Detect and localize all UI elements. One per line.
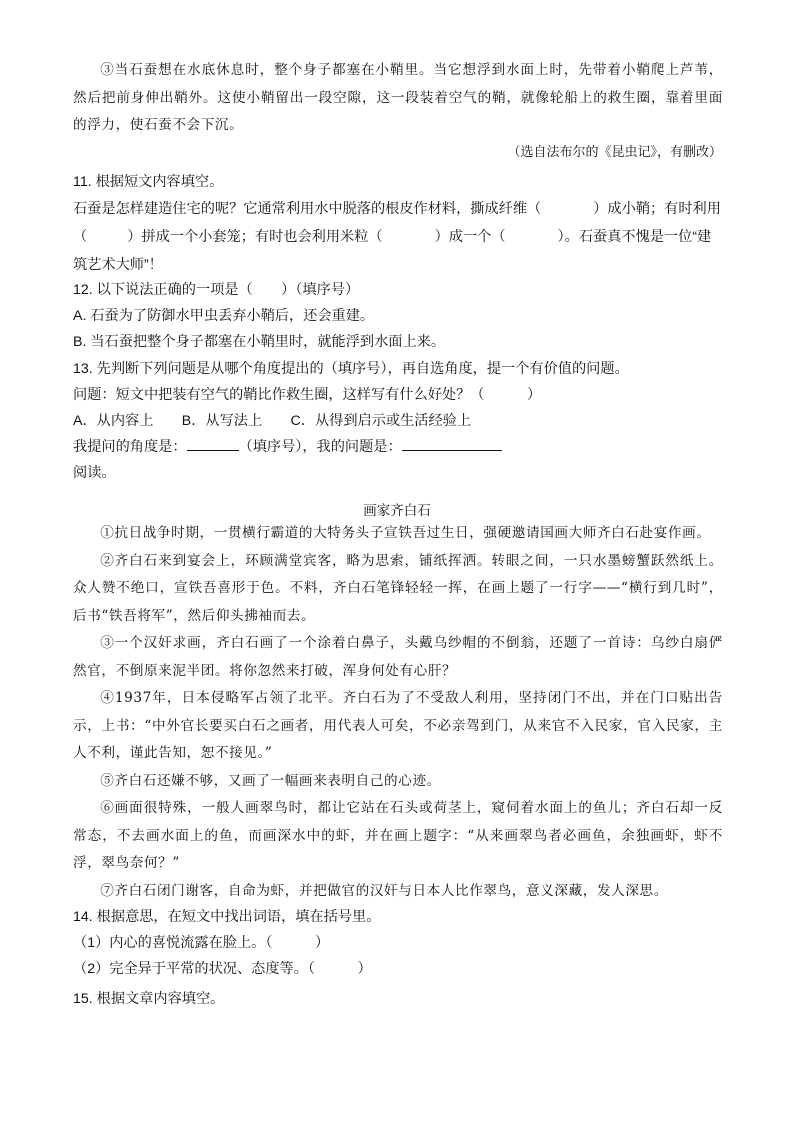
- question-11-heading: 11. 根据短文内容填空。: [73, 174, 224, 190]
- passage2-paragraph-7: ⑦齐白石闭门谢客，自命为虾，并把做官的汉奸与日本人比作翠鸟，意义深藏，发人深思。: [100, 882, 668, 899]
- question-13: [73, 356, 723, 486]
- question-13-heading: 13. 先判断下列问题是从哪个角度提出的（填序号），再自选角度，提一个有价值的问题。: [73, 361, 629, 377]
- question-15: [73, 986, 723, 1012]
- question-12-option-b: B. 当石蚕把整个身子都塞在小鞘里时，就能浮到水面上来。: [73, 334, 446, 350]
- question-13-answer-line: 我提问的角度是： （填序号），我的问题是：: [73, 434, 723, 460]
- question-14: [73, 904, 723, 982]
- question-12-heading: 12. 以下说法正确的一项是（ ）（填序号）: [73, 282, 360, 298]
- question-11: [73, 169, 723, 279]
- question-12-option-a: A. 石蚕为了防御水甲虫丢弃小鞘后，还会重建。: [73, 308, 375, 324]
- question-15-heading: 15. 根据文章内容填空。: [73, 991, 225, 1007]
- passage1: [73, 57, 723, 140]
- reading-label: 阅读。: [73, 465, 116, 481]
- passage2: [73, 520, 723, 905]
- passage2-title: 画家齐白石: [363, 503, 431, 519]
- question-13-question: 问题：短文中把装有空气的鞘比作救生圈，这样写有什么好处？（ ）: [73, 387, 542, 403]
- question-13-options: A．从内容上 B．从写法上 C．从得到启示或生活经验上: [73, 413, 472, 429]
- question-11-text: 石蚕是怎样建造住宅的呢？它通常利用水中脱落的根皮作材料，撕成纤维（ ）成小鞘；有时利用（ ）拼成一个小套笼；有时也会利用米粒（ ）成一个（ ）。石蚕真不愧是一位“建筑艺术大师”！: [73, 201, 721, 273]
- passage1-paragraph-3: ③当石蚕想在水底休息时，整个身子都塞在小鞘里。当它想浮到水面上时，先带着小鞘爬上芦苇，然后把前身伸出鞘外。这使小鞘留出一段空隙，这一段装着空气的鞘，就像轮船上的救生圈，靠着里面的浮力，使石蚕不会下沉。: [73, 62, 723, 133]
- passage2-paragraph-1: ①抗日战争时期，一贯横行霸道的大特务头子宣铁吾过生日，强硬邀请国画大师齐白石赴宴作画。: [100, 525, 711, 541]
- question-12: [73, 277, 723, 355]
- question-answer-blank[interactable]: [402, 436, 502, 451]
- passage2-paragraph-5: ⑤齐白石还嫌不够，又画了一幅画来表明自己的心迹。: [100, 772, 441, 789]
- angle-answer-blank[interactable]: [187, 436, 239, 451]
- passage2-paragraph-2: ②齐白石来到宴会上，环顾满堂宾客，略为思索，铺纸挥洒。转眼之间，一只水墨螃蟹跃然纸上。众人赞不绝口，宣铁吾喜形于色。不料，齐白石笔锋轻轻一挥，在画上题了一行字——“横行到几时”，后书“铁吾将军”，然后仰头拂袖而去。: [73, 552, 723, 624]
- passage2-paragraph-4: ④1937年，日本侵略军占领了北平。齐白石为了不受敌人利用，坚持闭门不出，并在门口贴出告示，上书：“中外官长要买白石之画者，用代表人可矣，不必亲驾到门，从来官不入民家，官入民家，主人不利，谨此告知，恕不接见。”: [73, 690, 723, 761]
- question-14-heading: 14. 根据意思，在短文中找出词语，填在括号里。: [73, 909, 381, 925]
- question-14-item-2: （2）完全异于平常的状况、态度等。（ ）: [73, 961, 372, 977]
- passage2-paragraph-6: ⑥画面很特殊，一般人画翠鸟时，都让它站在石头或荷茎上，窥伺着水面上的鱼儿；齐白石却一反常态，不去画水面上的鱼，而画深水中的虾，并在画上题字：“从来画翠鸟者必画鱼，余独画虾，虾不浮，翠鸟奈何？”: [73, 800, 723, 871]
- passage2-paragraph-3: ③一个汉奸求画，齐白石画了一个涂着白鼻子，头戴乌纱帽的不倒翁，还题了一首诗：乌纱白扇俨然官，不倒原来泥半团。将你忽然来打破，浑身何处有心肝？: [73, 635, 723, 679]
- question-14-item-1: （1）内心的喜悦流露在脸上。（ ）: [73, 935, 330, 951]
- passage1-source: （选自法布尔的《昆虫记》，有删改）: [507, 145, 722, 160]
